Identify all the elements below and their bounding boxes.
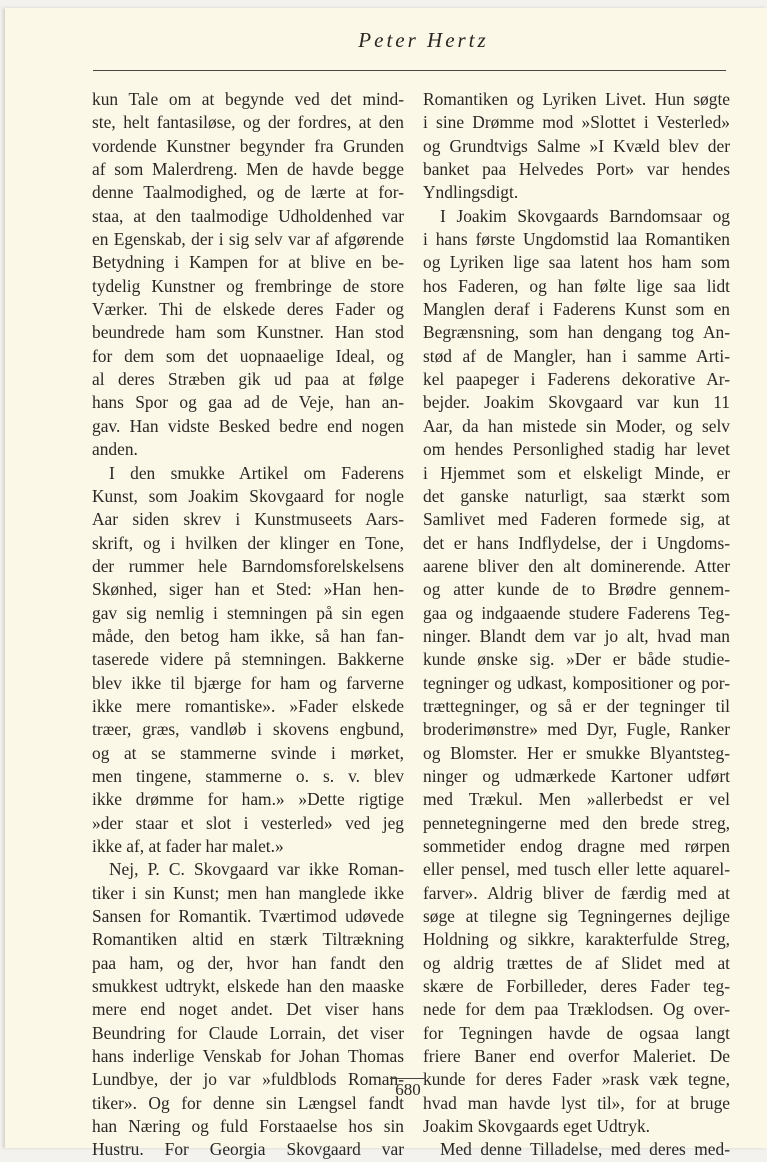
text-line: Lundbye, der jo var »fuldblods Roman- <box>92 1069 404 1090</box>
text-line: tiker». Og for denne sin Længsel fandt <box>92 1092 404 1113</box>
text-line: Begrænsning, som han dengang tog An- <box>423 322 730 343</box>
text-line: og at se stammerne svinde i mørket, <box>92 742 404 763</box>
text-line: han Næring og fuld Forstaaelse hos sin <box>92 1116 404 1137</box>
text-line: sommetider endog dragne med rørpen <box>423 836 730 856</box>
text-line: Betydning i Kampen for at blive en be- <box>92 252 404 273</box>
text-line: staa, at den taalmodige Udholdenhed var <box>92 205 404 226</box>
text-line: Romantiken altid en stærk Tiltrækning <box>92 929 404 950</box>
text-line: Manglen deraf i Faderens Kunst som en <box>423 299 730 320</box>
text-line: al deres Stræben gik ud paa at følge <box>92 369 404 390</box>
text-line: for Tegningen havde de ogsaa langt <box>423 1022 730 1043</box>
text-line: hans inderlige Venskab for Johan Thomas <box>92 1046 404 1067</box>
text-line: ninger. Blandt dem var jo alt, hvad man <box>423 625 730 646</box>
text-line: vordende Kunstner begynder fra Grunden <box>92 135 404 156</box>
text-line: og atter kunde de to Brødre gennem- <box>423 579 730 600</box>
text-line: for dem som det uopnaaelige Ideal, og <box>92 345 404 366</box>
text-line: træer, græs, vandløb i skovens engbund, <box>92 719 404 740</box>
text-line: friere Baner end overfor Maleriet. De <box>423 1046 730 1067</box>
text-line: ikke af, at fader har malet.» <box>92 836 284 856</box>
text-line: »der staar et slot i vesterled» ved jeg <box>92 812 404 833</box>
text-line: nede for dem paa Træklodsen. Og over- <box>423 999 730 1020</box>
text-line: det er hans Indflydelse, der i Ungdoms- <box>423 532 730 553</box>
text-line: og Lyriken lige saa latent hos ham som <box>423 252 730 273</box>
text-line: tegninger og udkast, kompositioner og por- <box>423 672 730 693</box>
text-line: blev ikke til bjærge for ham og farverne <box>92 672 404 693</box>
text-line: med Trækul. Men »allerbedst er vel <box>423 789 730 810</box>
text-line: tydelig Kunstner og frembringe de store <box>92 275 404 296</box>
text-line: hans Spor og gaa ad de Veje, han an- <box>92 392 404 413</box>
text-line: Hustru. For Georgia Skovgaard var <box>92 1139 404 1160</box>
text-line: gav sig nemlig i stemningen på sin egen <box>92 602 404 623</box>
text-column-right <box>423 88 730 1162</box>
text-line: anden. <box>92 439 138 460</box>
text-line: Romantiken og Lyriken Livet. Hun søgte <box>423 89 730 109</box>
text-line: Aar siden skrev i Kunstmuseets Aars- <box>92 509 404 530</box>
text-line: ikke drømme for ham.» »Dette rigtige <box>92 789 404 810</box>
text-column-left <box>92 88 404 1162</box>
text-line: skrift, og i hvilken der klinger en Tone, <box>92 532 404 553</box>
text-line: men tingene, stammerne o. s. v. blev <box>92 765 404 786</box>
text-line: Skønhed, siger han et Sted: »Han hen- <box>92 579 404 600</box>
text-line: og aldrig trættes de af Slidet med at <box>423 952 730 973</box>
text-line: Beundring for Claude Lorrain, det viser <box>92 1022 404 1043</box>
text-line: Sansen for Romantik. Tværtimod udøvede <box>92 906 404 927</box>
text-line: gav. Han vidste Besked bedre end nogen <box>92 415 404 436</box>
text-line: Nej, P. C. Skovgaard var ikke Roman- <box>109 859 404 880</box>
text-line: pennetegningerne med den brede streg, <box>423 812 730 833</box>
header-rule <box>93 70 726 71</box>
text-line: Aar, da han mistede sin Moder, og selv <box>423 415 730 436</box>
text-line: I den smukke Artikel om Faderens <box>109 462 404 483</box>
text-line: Med denne Tilladelse, med deres med- <box>440 1139 730 1160</box>
text-line: tiker i sin Kunst; men han manglede ikke <box>92 882 404 903</box>
text-line: skære de Forbilleder, deres Fader teg- <box>423 976 730 997</box>
text-line: banket paa Helvedes Port» var hendes <box>423 159 730 180</box>
text-line: trættegninger, og så er der tegninger til <box>423 695 730 716</box>
text-line: kunde for deres Fader »rask væk tegne, <box>423 1069 730 1090</box>
text-line: paa ham, og der, hvor han fandt den <box>92 952 404 973</box>
text-line: søge at tilegne sig Tegningernes dejlige <box>423 906 730 927</box>
text-line: hvad man havde lyst til», for at bruge <box>423 1092 730 1113</box>
folio-rule <box>390 1078 426 1079</box>
running-title: Peter Hertz <box>358 28 489 52</box>
text-line: Værker. Thi de elskede deres Fader og <box>92 299 404 320</box>
text-line: smukkest udtrykt, elskede han den maaske <box>92 976 404 997</box>
text-line: i sine Drømme mod »Slottet i Vesterled» <box>423 112 730 133</box>
text-line: en Egenskab, der i sig selv var af afgørende <box>92 229 404 250</box>
text-line: bejder. Joakim Skovgaard var kun 11 <box>423 392 730 413</box>
text-line: Holdning og sikkre, karakterfulde Streg, <box>423 929 730 950</box>
text-line: af som Malerdreng. Men de havde begge <box>92 159 404 180</box>
text-line: der rummer hele Barndomsforelskelsens <box>92 555 404 576</box>
text-line: denne Taalmodighed, og de lærte at for- <box>92 182 404 203</box>
text-line: aarene bliver den alt dominerende. Atter <box>423 555 730 576</box>
page-number: 680 <box>395 1080 421 1099</box>
text-line: beundrede ham som Kunstner. Han stod <box>92 322 404 343</box>
text-line: eller pensel, med tusch eller lette aquarel- <box>423 859 730 880</box>
text-line: Yndlingsdigt. <box>423 182 519 203</box>
text-line: i Hjemmet som et elskeligt Minde, er <box>423 462 730 483</box>
text-line: kunde ønske sig. »Der er både studie- <box>423 649 730 670</box>
text-line: ikke mere romantiske». »Fader elskede <box>92 695 404 716</box>
text-line: og Grundtvigs Salme »I Kvæld blev der <box>423 135 730 156</box>
text-line: taserede videre på stemningen. Bakkerne <box>92 649 404 670</box>
text-line: ste, helt fantasiløse, og der fordres, at den <box>92 112 404 133</box>
text-line: stød af de Mangler, han i samme Arti- <box>423 345 730 366</box>
text-line: ninger og udmærkede Kartoner udført <box>423 765 730 786</box>
text-line: broderimønstre» med Dyr, Fugle, Ranker <box>423 719 730 740</box>
text-line: det ganske naturligt, saa stærkt som <box>423 485 730 506</box>
text-line: og Blomster. Her er smukke Blyantsteg- <box>423 742 730 763</box>
text-line: i hans første Ungdomstid laa Romantiken <box>423 229 730 250</box>
text-line: farver». Aldrig bliver de færdig med at <box>423 882 730 903</box>
text-line: mere end noget andet. Det viser hans <box>92 999 404 1020</box>
text-line: måde, den betog ham ikke, så han fan- <box>92 625 404 646</box>
text-line: om hendes Personlighed stadig har levet <box>423 439 730 460</box>
text-line: Samlivet med Faderen formede sig, at <box>423 509 730 530</box>
text-line: hos Faderen, og han følte lige saa lidt <box>423 275 730 296</box>
text-line: gaa og indgaaende studere Faderens Teg- <box>423 602 730 623</box>
text-line: kel paapeger i Faderens dekorative Ar- <box>423 369 730 390</box>
text-line: kun Tale om at begynde ved det mind- <box>92 89 404 109</box>
text-line: Joakim Skovgaards eget Udtryk. <box>423 1116 651 1137</box>
text-line: I Joakim Skovgaards Barndomsaar og <box>440 205 730 226</box>
text-line: Kunst, som Joakim Skovgaard for nogle <box>92 485 404 506</box>
